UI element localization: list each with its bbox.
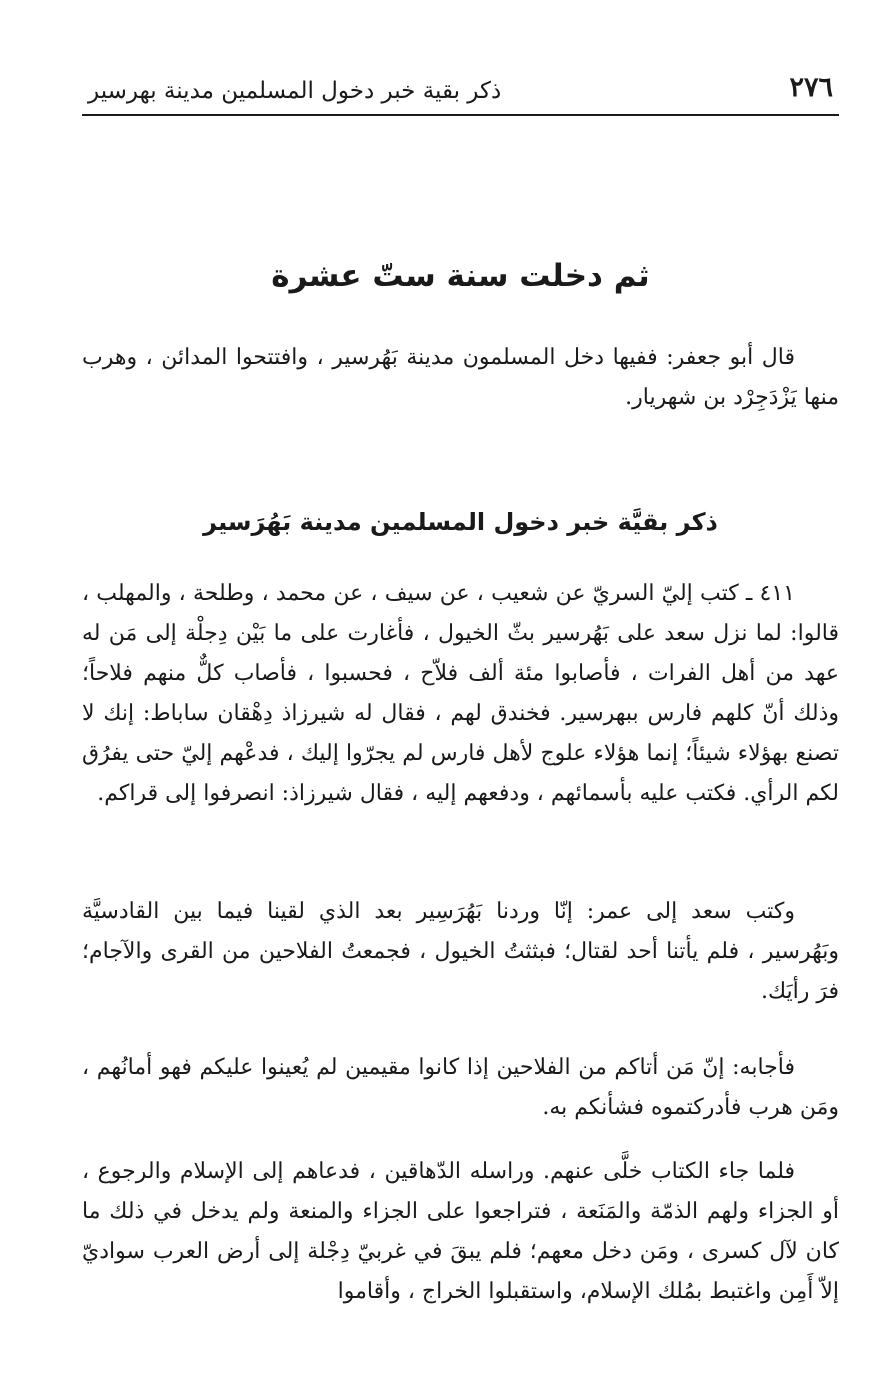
paragraph-411 <box>82 574 839 814</box>
paragraph-text: فأجابه: إنّ مَن أتاكم من الفلاحين إذا كانوا مقيمين لم يُعينوا عليكم فهو أمانُهم ، ومَن هرب فأدركتموه فشأنكم به. <box>82 1055 839 1120</box>
section-title: ذكر بقيَّة خبر دخول المسلمين مدينة بَهُرَسير <box>203 508 718 536</box>
paragraph-umar-reply <box>82 1048 839 1128</box>
paragraph-text: وكتب سعد إلى عمر: إنّا وردنا بَهُرَسِير بعد الذي لقينا فيما بين القادسيَّة وبَهُرسير ، فلم يأتنا أحد لقتال؛ فبثثتُ الخيول ، فجمعتُ الفلاحين من القرى والآجام؛ فرَ رأيَك. <box>82 899 839 1004</box>
paragraph-dahaqin <box>82 1152 839 1312</box>
paragraph-text: فلما جاء الكتاب خلَّى عنهم. وراسله الدّهاقين ، فدعاهم إلى الإسلام والرجوع ، أو الجزاء ولهم الذمّة والمَنَعة ، فتراجعوا على الجزاء والمنعة ولم يدخل في ذلك ما كان لآل كسرى ، ومَن دخل معهم؛ فلم يبقَ في غربيّ دِجْلة إلى أرض العرب سواديّ إلاّ أَمِن واغتبط بمُلك الإسلام، واستقبلوا الخراج ، وأقاموا <box>82 1159 839 1304</box>
intro-paragraph <box>82 338 839 418</box>
page-number: ٢٧٦ <box>789 72 833 103</box>
paragraph-saad-letter <box>82 892 839 1012</box>
paragraph-text: ٤١١ ـ كتب إليّ السريّ عن شعيب ، عن سيف ، عن محمد ، وطلحة ، والمهلب ، قالوا: لما نزل سعد على بَهُرسير بثّ الخيول ، فأغارت على ما بَيْن دِجلْة إلى مَن له عهد من أهل الفرات ، فأصابوا مئة ألف فلاّح ، فحسبوا ، فأصاب كلٌّ منهم فلاحاً؛ وذلك أنّ كلهم فارس ببهرسير. فخندق لهم ، فقال له شيرزاذ دِهْقان ساباط: إنك لا تصنع بهؤلاء شيئاً؛ إنما هؤلاء علوج لأهل فارس لم يجرّوا إليك ، فدعْهم إليّ حتى يفرُق لكم الرأي. فكتب عليه بأسمائهم ، ودفعهم إليه ، فقال شيرزاذ: انصرفوا إلى قراكم. <box>82 581 839 806</box>
running-header <box>82 68 839 116</box>
chapter-title: ثم دخلت سنة ستّ عشرة <box>271 258 650 294</box>
running-title: ذكر بقية خبر دخول المسلمين مدينة بهرسير <box>88 78 502 104</box>
intro-paragraph-text: قال أبو جعفر: ففيها دخل المسلمون مدينة بَهُرسير ، وافتتحوا المدائن ، وهرب منها يَزْدَجِرْد بن شهريار. <box>82 345 839 410</box>
